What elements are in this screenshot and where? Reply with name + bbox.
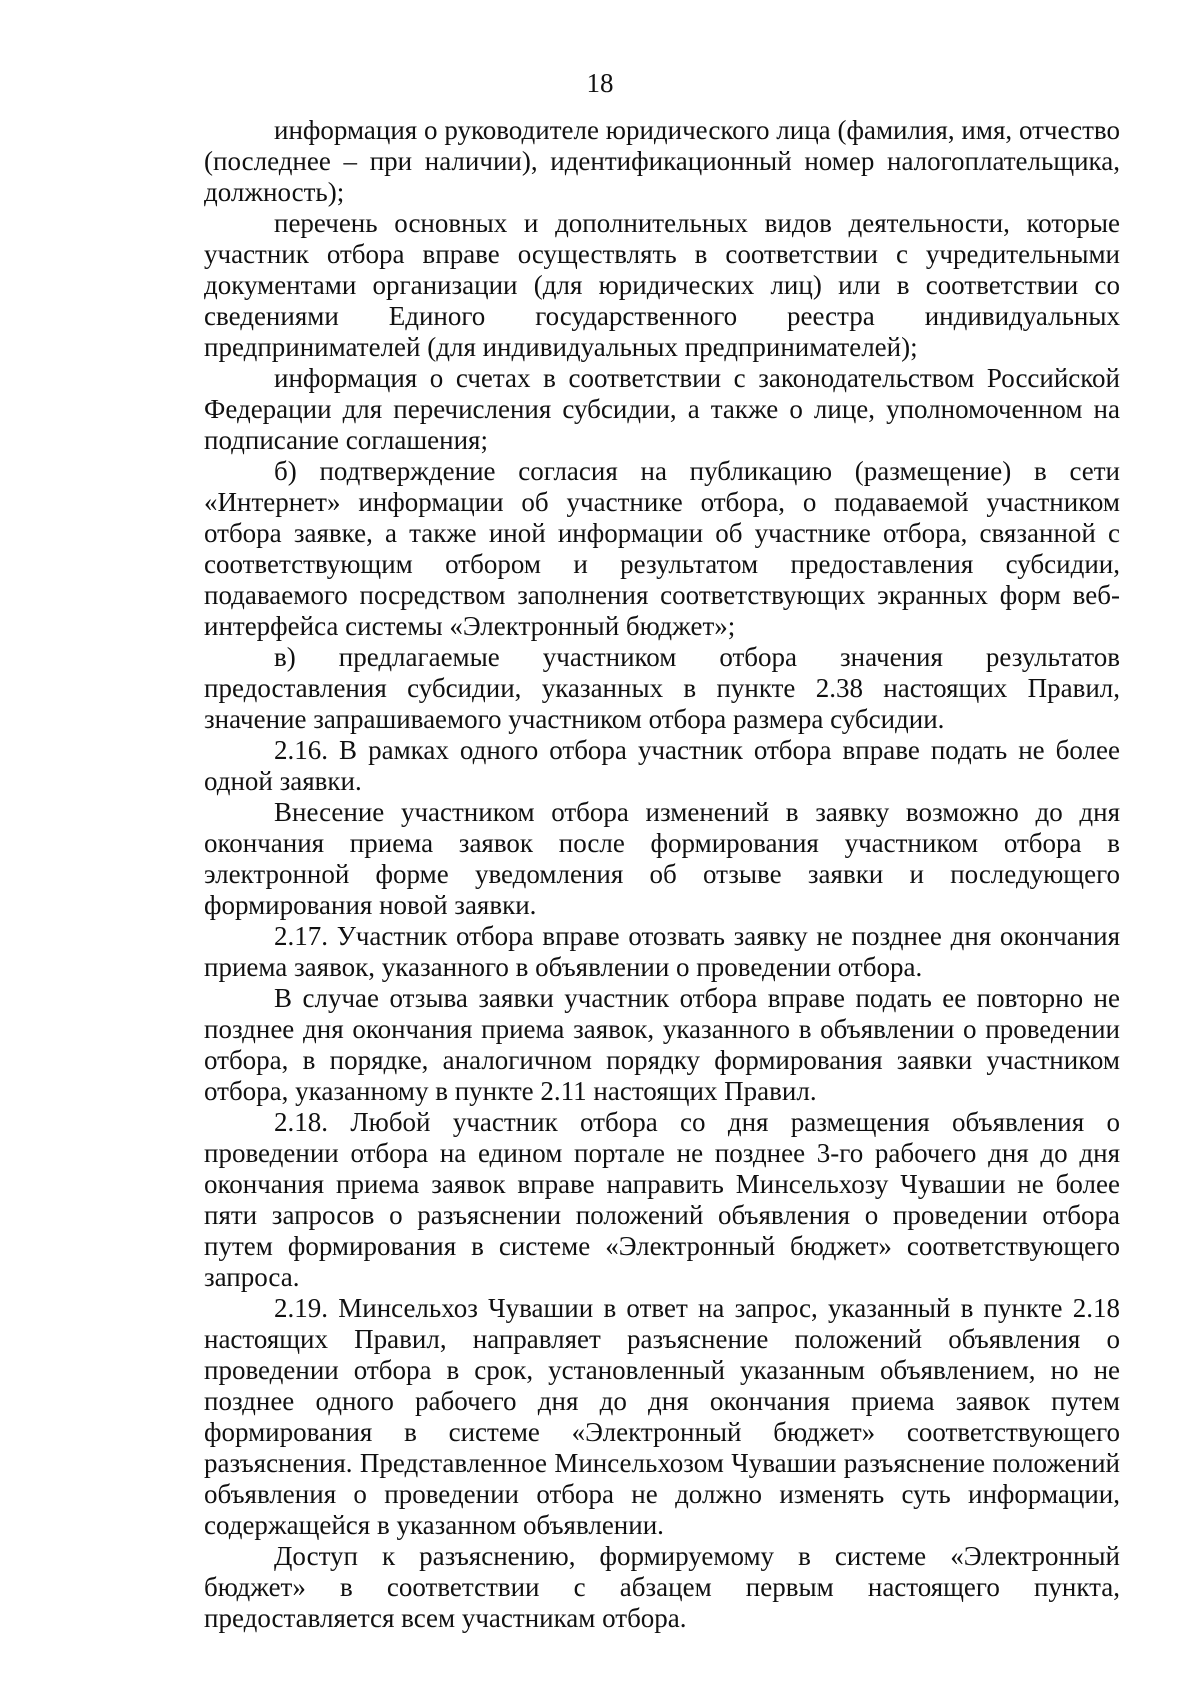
page-body [204, 115, 1120, 1634]
page-number: 18 [586, 68, 614, 98]
paragraph-proposed-results: в) предлагаемые участником отбора значения результатов предоставления субсидии, указанных в пункте 2.38 настоящих Правил, значение запрашиваемого участником отбора размера субсидии. [204, 642, 1120, 734]
paragraph-2-17: 2.17. Участник отбора вправе отозвать заявку не позднее дня окончания приема заявок, указанного в объявлении о проведении отбора. [204, 921, 1120, 982]
paragraph-account-info: информация о счетах в соответствии с законодательством Российской Федерации для перечисления субсидии, а также о лице, уполномоченном на подписание соглашения; [204, 363, 1120, 455]
paragraph-resubmission: В случае отзыва заявки участник отбора вправе подать ее повторно не позднее дня окончания приема заявок, указанного в объявлении о проведении отбора, в порядке, аналогичном порядку формирования заявки участником отбора, указанному в пункте 2.11 настоящих Правил. [204, 983, 1120, 1106]
paragraph-2-16: 2.16. В рамках одного отбора участник отбора вправе подать не более одной заявки. [204, 735, 1120, 796]
paragraph-changes-to-application: Внесение участником отбора изменений в заявку возможно до дня окончания приема заявок после формирования участником отбора в электронной форме уведомления об отзыве заявки и последующего формирования новой заявки. [204, 797, 1120, 920]
paragraph-2-18: 2.18. Любой участник отбора со дня размещения объявления о проведении отбора на едином портале не позднее 3-го рабочего дня до дня окончания приема заявок вправе направить Минсельхозу Чувашии не более пяти запросов о разъяснении положений объявления о проведении отбора путем формирования в системе «Электронный бюджет» соответствующего запроса. [204, 1107, 1120, 1292]
paragraph-activity-types: перечень основных и дополнительных видов деятельности, которые участник отбора вправе осуществлять в соответствии с учредительными документами организации (для юридических лиц) или в соответствии со сведениями Единого государственного реестра индивидуальных предпринимателей (для индивидуальных предпринимателей); [204, 208, 1120, 362]
paragraph-2-19: 2.19. Минсельхоз Чувашии в ответ на запрос, указанный в пункте 2.18 настоящих Правил, направляет разъяснение положений объявления о проведении отбора в срок, установленный указанным объявлением, но не позднее одного рабочего дня до дня окончания приема заявок путем формирования в системе «Электронный бюджет» соответствующего разъяснения. Представленное Минсельхозом Чувашии разъяснение положений объявления о проведении отбора не должно изменять суть информации, содержащейся в указанном объявлении. [204, 1293, 1120, 1540]
paragraph-head-info: информация о руководителе юридического лица (фамилия, имя, отчество (последнее – при наличии), идентификационный номер налогоплательщика, должность); [204, 115, 1120, 207]
paragraph-consent-publication: б) подтверждение согласия на публикацию (размещение) в сети «Интернет» информации об участнике отбора, о подаваемой участником отбора заявке, а также иной информации об участнике отбора, связанной с соответствующим отбором и результатом предоставления субсидии, подаваемого посредством заполнения соответствующих экранных форм веб-интерфейса системы «Электронный бюджет»; [204, 456, 1120, 641]
paragraph-access-to-clarification: Доступ к разъяснению, формируемому в системе «Электронный бюджет» в соответствии с абзацем первым настоящего пункта, предоставляется всем участникам отбора. [204, 1541, 1120, 1633]
